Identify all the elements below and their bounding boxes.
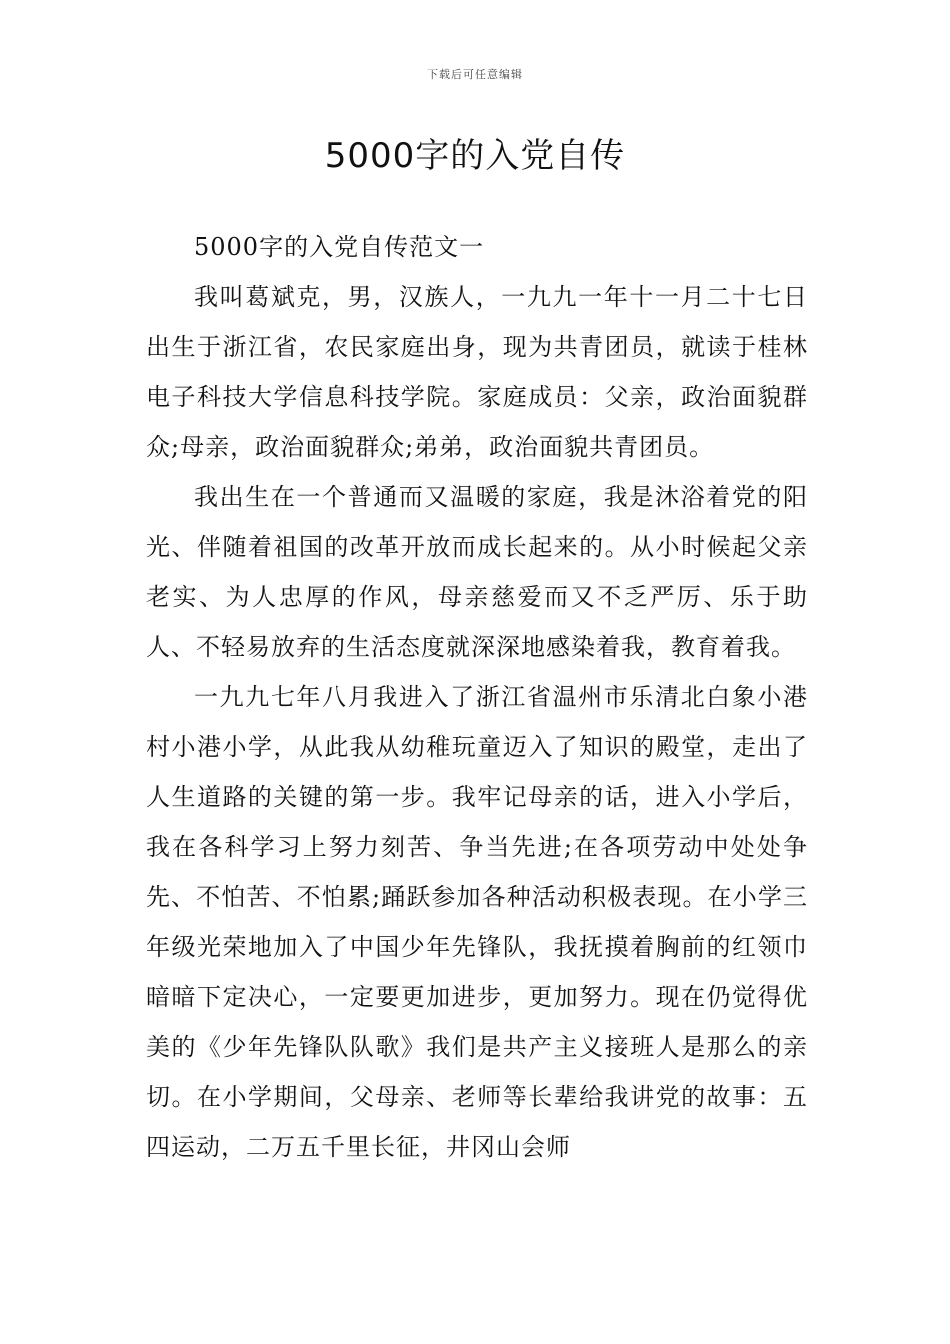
document-body [146, 222, 808, 1172]
paragraph: 我出生在一个普通而又温暖的家庭，我是沐浴着党的阳光、伴随着祖国的改革开放而成长起来的。从小时候起父亲老实、为人忠厚的作风，母亲慈爱而又不乏严厉、乐于助人、不轻易放弃的生活态度就深深地感染着我，教育着我。 [146, 483, 808, 661]
paragraph-subtitle: 5000字的入党自传范文一 [194, 233, 485, 261]
header-note: 下载后可任意编辑 [427, 68, 523, 81]
paragraph: 一九九七年八月我进入了浙江省温州市乐清北白象小港村小港小学，从此我从幼稚玩童迈入了知识的殿堂，走出了人生道路的关键的第一步。我牢记母亲的话，进入小学后，我在各科学习上努力刻苦、争当先进;在各项劳动中处处争先、不怕苦、不怕累;踊跃参加各种活动积极表现。在小学三年级光荣地加入了中国少年先锋队，我抚摸着胸前的红领巾暗暗下定决心，一定要更加进步，更加努力。现在仍觉得优美的《少年先锋队队歌》我们是共产主义接班人是那么的亲切。在小学期间，父母亲、老师等长辈给我讲党的故事：五四运动，二万五千里长征，井冈山会师 [146, 683, 808, 1161]
document-title: 5000字的入党自传 [324, 136, 626, 176]
paragraph: 我叫葛斌克，男，汉族人，一九九一年十一月二十七日出生于浙江省，农民家庭出身，现为共青团员，就读于桂林电子科技大学信息科技学院。家庭成员：父亲，政治面貌群众;母亲，政治面貌群众;弟弟，政治面貌共青团员。 [146, 283, 808, 461]
